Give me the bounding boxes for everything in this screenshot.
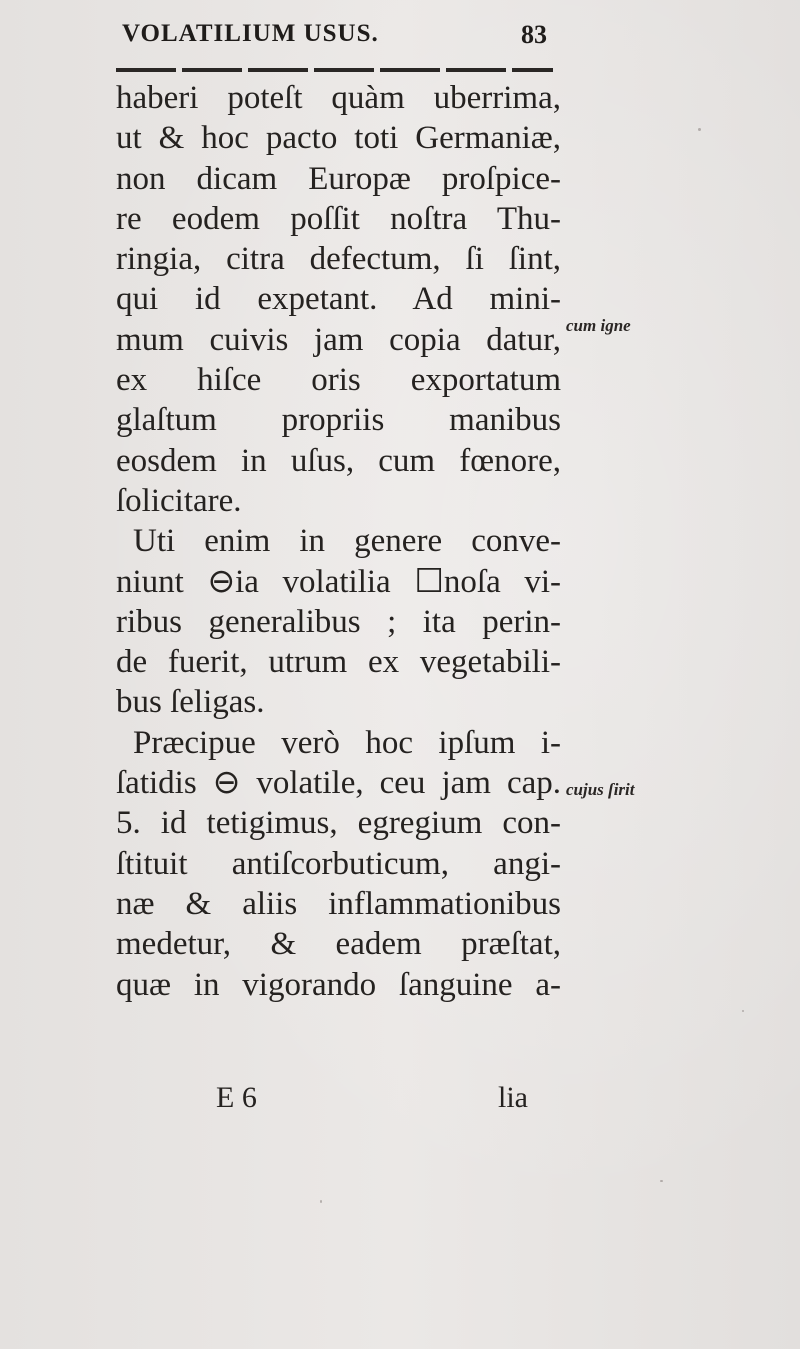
text-line: ſolicitare. (116, 482, 242, 519)
text-line: quæ in vigorando ſanguine a- (116, 966, 561, 1003)
paper-speck (698, 128, 701, 131)
margin-note-2: cujus ſirit (566, 780, 635, 799)
text-line: bus ſeligas. (116, 684, 265, 721)
text-line: niunt ⊖ia volatilia ☐noſa vi- (116, 563, 561, 600)
text-line: de fuerit, utrum ex vegetabili- (116, 644, 561, 681)
body-text (116, 78, 576, 1005)
text-line: qui id expetant. Ad mini- (116, 281, 561, 318)
text-line: ut & hoc pacto toti Germaniæ, (116, 120, 561, 157)
text-line: Uti enim in genere conve- (133, 523, 561, 560)
paper-speck (320, 1200, 322, 1203)
text-line: ringia, citra defectum, ſi ſint, (116, 241, 561, 278)
paper-speck (742, 1010, 744, 1012)
margin-note-1: cum igne (566, 316, 631, 335)
text-line: mum cuivis jam copia datur, (116, 321, 561, 358)
text-line: ſtituit antiſcorbuticum, angi- (116, 845, 561, 882)
page-number: 83 (521, 20, 547, 49)
text-line: glaſtum propriis manibus (116, 402, 561, 439)
text-line: non dicam Europæ proſpice- (116, 160, 561, 197)
header-rule (116, 68, 553, 72)
text-line: medetur, & eadem præſtat, (116, 926, 561, 963)
catchword: lia (498, 1081, 528, 1114)
signature-mark: E 6 (216, 1081, 257, 1114)
text-line: ſatidis ⊖ volatile, ceu jam cap. (116, 765, 561, 802)
text-line: ribus generalibus ; ita perin- (116, 603, 561, 640)
text-line: re eodem poſſit noſtra Thu- (116, 200, 561, 237)
text-line: ex hiſce oris exportatum (116, 362, 561, 399)
text-line: 5. id tetigimus, egregium con- (116, 805, 561, 842)
text-line: næ & aliis inflammationibus (116, 885, 561, 922)
text-line: eosdem in uſus, cum fœnore, (116, 442, 561, 479)
running-head: VOLATILIUM USUS. (122, 20, 379, 47)
text-line: haberi poteſt quàm uberrima, (116, 80, 561, 116)
paper-speck (660, 1180, 663, 1182)
text-line: Præcipue verò hoc ipſum i- (133, 724, 561, 761)
